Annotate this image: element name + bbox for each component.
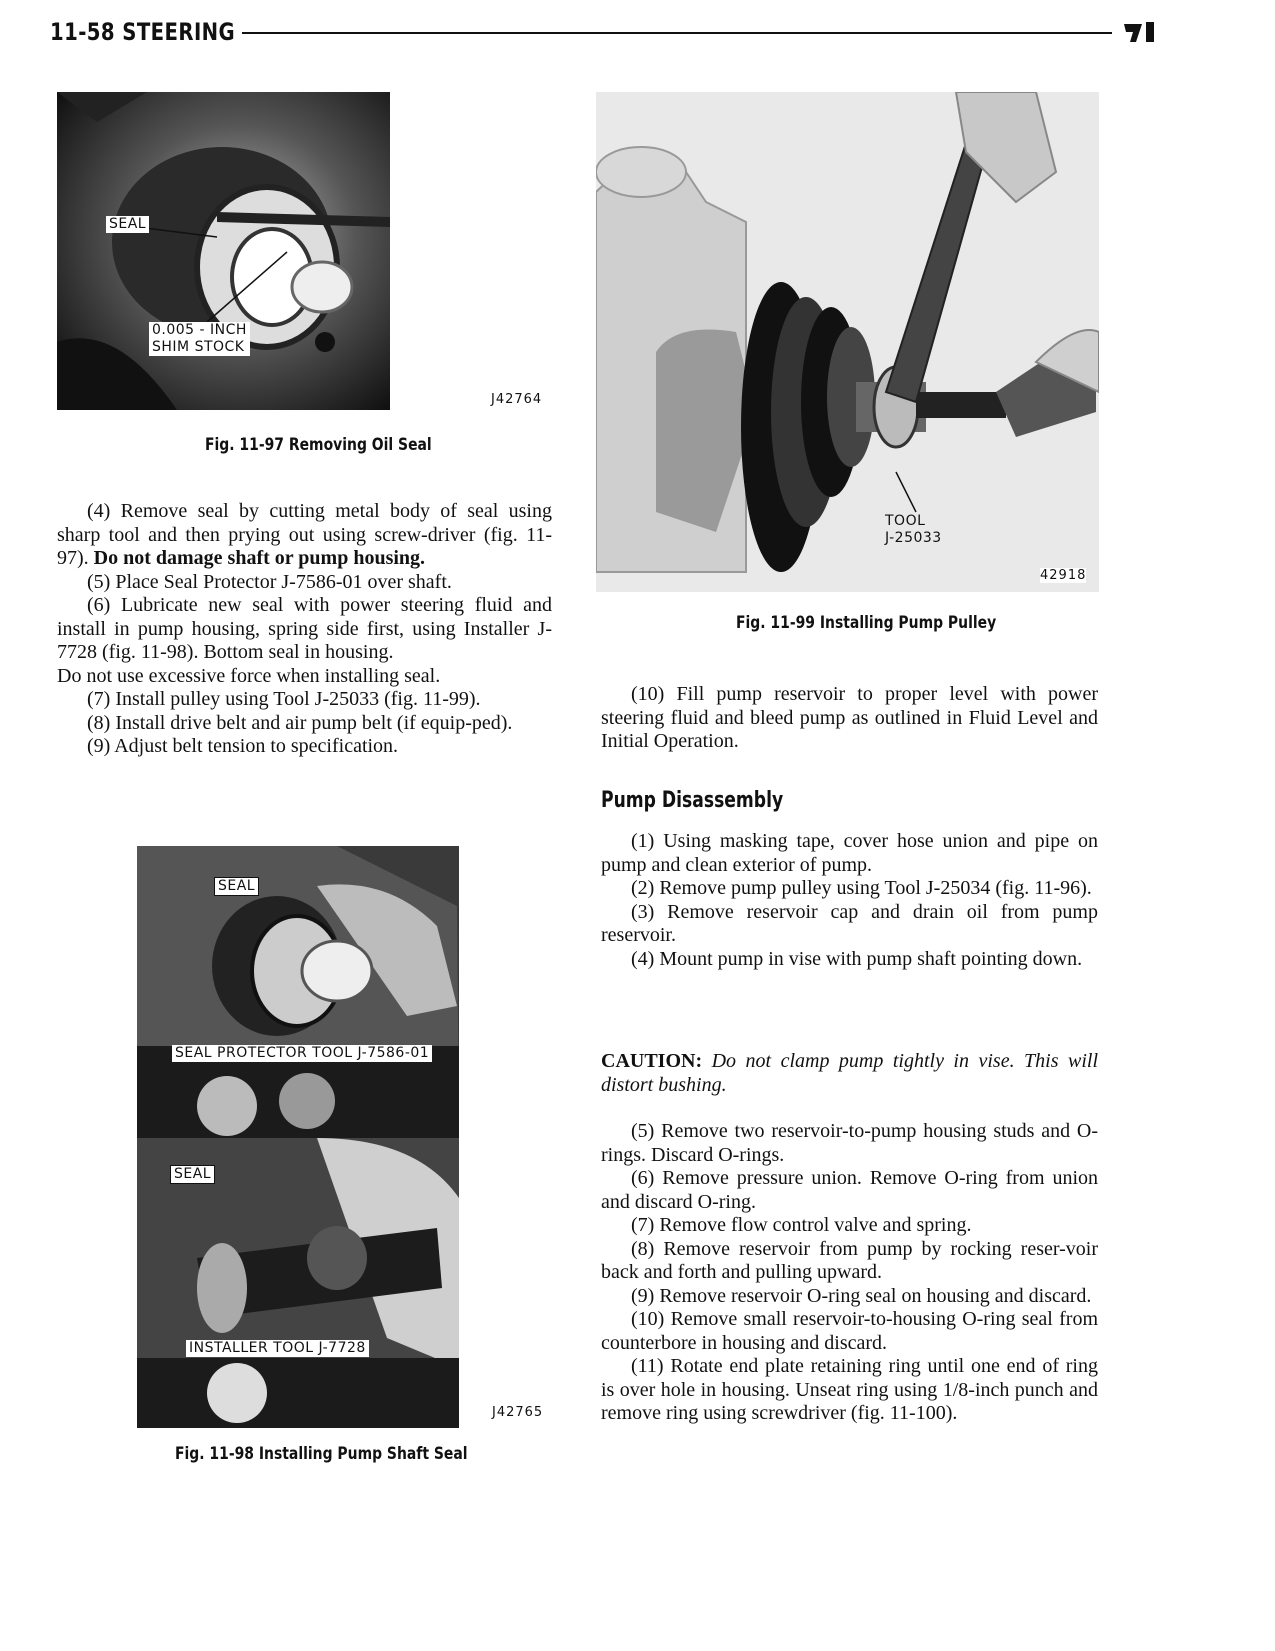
disassembly-step-2: (2) Remove pump pulley using Tool J-25034 (fig. 11-96). bbox=[631, 877, 1092, 899]
step-4-text: (4) Remove seal by cutting metal body of seal using sharp tool and then prying out using screw-driver (fig. 11-97). bbox=[57, 500, 552, 569]
brand-logo bbox=[1122, 20, 1156, 50]
disassembly-step-3: (3) Remove reservoir cap and drain oil from pump reservoir. bbox=[601, 900, 1098, 946]
step-8: (8) Install drive belt and air pump belt (if equip-ped). bbox=[87, 711, 513, 734]
fig-97-caption: Fig. 11-97 Removing Oil Seal bbox=[205, 435, 432, 455]
brand-logo-icon bbox=[1122, 20, 1156, 44]
fig-97-photo bbox=[57, 92, 390, 410]
section-heading: Pump Disassembly bbox=[601, 788, 784, 813]
fig-97-code: J42764 bbox=[491, 392, 543, 407]
page-title: 11-58 STEERING bbox=[50, 18, 236, 46]
seal-top-callout: SEAL bbox=[214, 877, 259, 896]
step-5: (5) Place Seal Protector J-7586-01 over shaft. bbox=[87, 570, 452, 593]
fig-98-caption: Fig. 11-98 Installing Pump Shaft Seal bbox=[175, 1444, 468, 1464]
fig-99-caption: Fig. 11-99 Installing Pump Pulley bbox=[736, 613, 997, 633]
seal-protector-callout: SEAL PROTECTOR TOOL J-7586-01 bbox=[172, 1045, 432, 1062]
tool-callout: TOOL J-25033 bbox=[885, 513, 942, 546]
caution-text: Do not clamp pump tightly in vise. This will distort bushing. bbox=[601, 1050, 1098, 1096]
disassembly-step-8: (8) Remove reservoir from pump by rocking reser-voir back and forth and pulling upward. bbox=[601, 1237, 1098, 1283]
fig-99-photo bbox=[596, 92, 1099, 592]
shim-stock-callout: 0.005 - INCH SHIM STOCK bbox=[149, 322, 250, 356]
step-7: (7) Install pulley using Tool J-25033 (fig. 11-99). bbox=[87, 688, 481, 710]
fig-99-code: 42918 bbox=[1040, 568, 1087, 583]
fig-98-photo-top bbox=[137, 846, 459, 1138]
disassembly-steps-continued bbox=[601, 1120, 1098, 1426]
step-10-block bbox=[601, 683, 1098, 754]
step-6: (6) Lubricate new seal with power steering fluid and install in pump housing, spring side first, using Installer J-7728 (fig. 11-98). Bottom seal in housing. bbox=[57, 594, 552, 663]
disassembly-step-11: (11) Rotate end plate retaining ring until one end of ring is over hole in housing. Unseat ring using 1/8-inch punch and remove ring using screwdriver (fig. 11-100). bbox=[601, 1355, 1098, 1424]
disassembly-steps bbox=[601, 830, 1098, 971]
caution-block bbox=[601, 1050, 1098, 1097]
disassembly-step-4: (4) Mount pump in vise with pump shaft pointing down. bbox=[631, 947, 1083, 970]
page-header bbox=[50, 18, 1150, 48]
seal-bottom-callout: SEAL bbox=[170, 1165, 215, 1184]
header-rule bbox=[242, 32, 1112, 34]
disassembly-step-1: (1) Using masking tape, cover hose union and pipe on pump and clean exterior of pump. bbox=[601, 830, 1098, 876]
step-9: (9) Adjust belt tension to specification. bbox=[87, 735, 399, 757]
caution-note bbox=[601, 1050, 1098, 1097]
step-10: (10) Fill pump reservoir to proper level with power steering fluid and bleed pump as outlined in Fluid Level and Initial Operation. bbox=[601, 683, 1098, 752]
disassembly-step-6: (6) Remove pressure union. Remove O-ring from union and discard O-ring. bbox=[601, 1167, 1098, 1213]
fig-98-code: J42765 bbox=[492, 1405, 544, 1420]
left-column-text bbox=[57, 500, 552, 759]
installer-tool-callout: INSTALLER TOOL J-7728 bbox=[186, 1340, 369, 1357]
caution-label: CAUTION: bbox=[601, 1050, 703, 1072]
step-4-warning: Do not damage shaft or pump housing. bbox=[93, 547, 426, 569]
disassembly-step-7: (7) Remove flow control valve and spring. bbox=[631, 1214, 972, 1236]
disassembly-step-9: (9) Remove reservoir O-ring seal on housing and discard. bbox=[631, 1284, 1092, 1307]
step-6-note: Do not use excessive force when installing seal. bbox=[57, 664, 441, 687]
step-4 bbox=[57, 500, 552, 571]
disassembly-step-10: (10) Remove small reservoir-to-housing O-ring seal from counterbore in housing and discard. bbox=[601, 1308, 1098, 1354]
seal-callout: SEAL bbox=[106, 216, 149, 233]
disassembly-step-5: (5) Remove two reservoir-to-pump housing studs and O-rings. Discard O-rings. bbox=[601, 1120, 1098, 1166]
